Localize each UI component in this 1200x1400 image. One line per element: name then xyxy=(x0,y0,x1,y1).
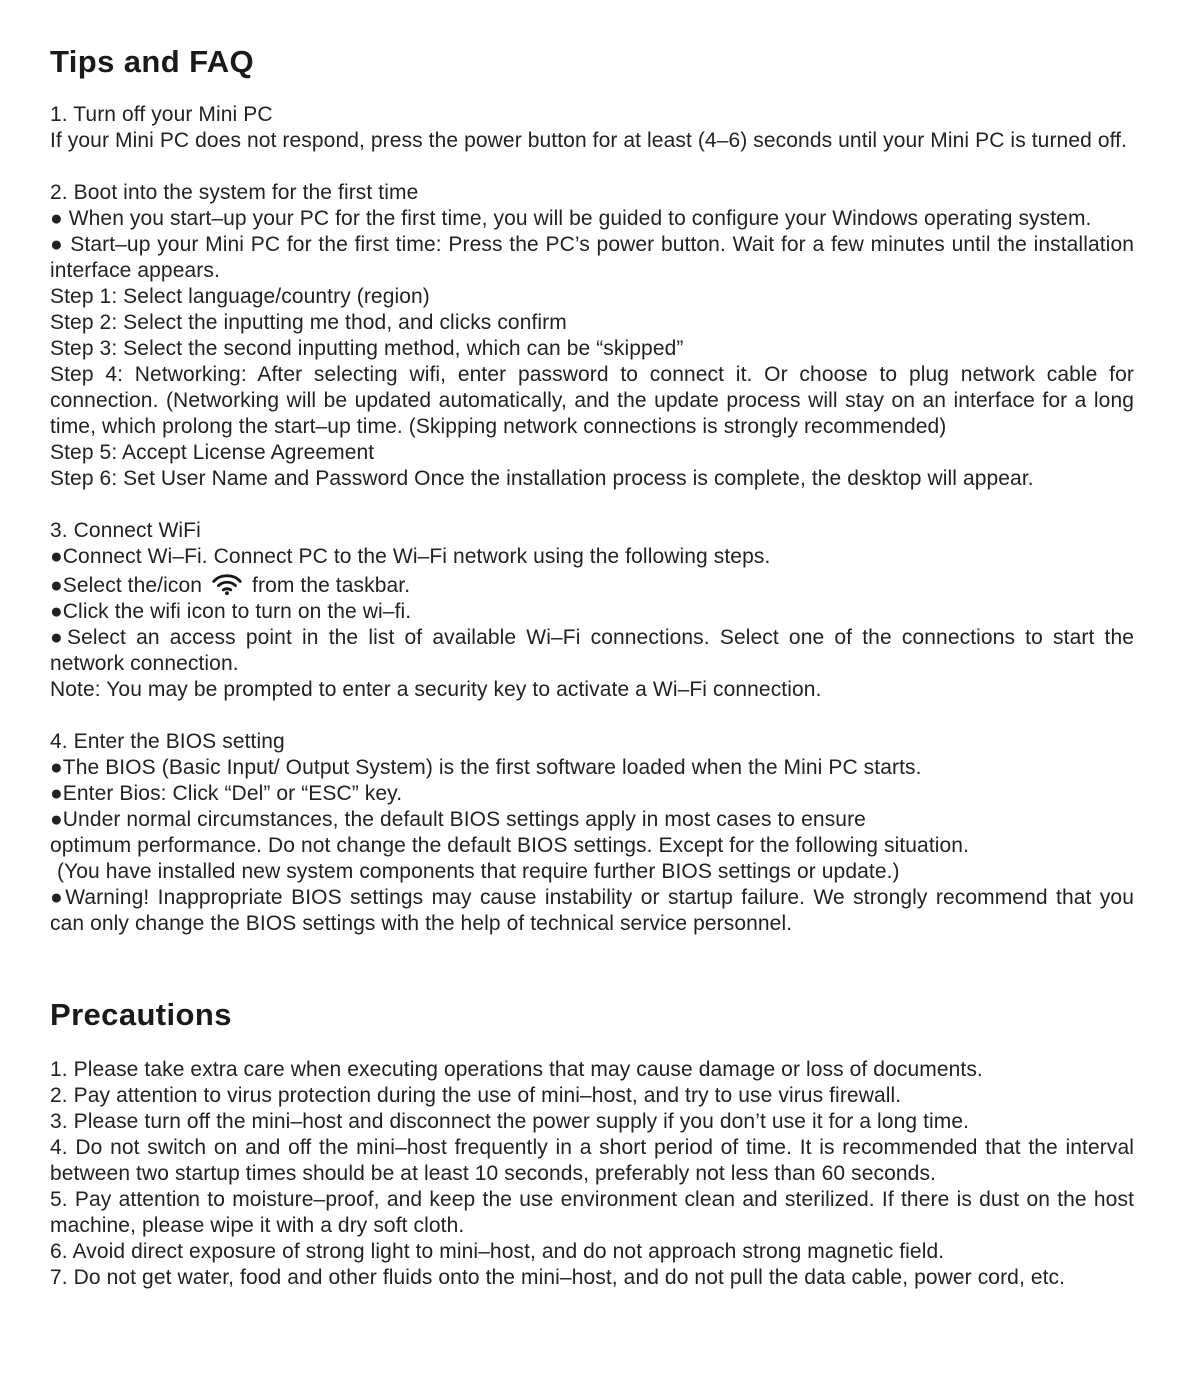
tip-4-title: 4. Enter the BIOS setting xyxy=(50,730,285,753)
tip-3-bullet-3: ●Click the wifi icon to turn on the wi–fi. xyxy=(50,600,412,623)
wifi-line-after: from the taskbar. xyxy=(252,574,411,597)
wifi-icon xyxy=(210,570,244,596)
tip-3-bullet-4: ●Select an access point in the list of available Wi–Fi connections. Select one of the connections to start the network connection. xyxy=(50,626,1134,675)
tip-3-title: 3. Connect WiFi xyxy=(50,519,201,542)
precaution-1: 1. Please take extra care when executing operations that may cause damage or loss of documents. xyxy=(50,1058,983,1081)
precaution-6: 6. Avoid direct exposure of strong light to mini–host, and do not approach strong magnetic field. xyxy=(50,1240,945,1263)
tip-1-body: If your Mini PC does not respond, press the power button for at least (4–6) seconds until your Mini PC is turned off. xyxy=(50,129,1128,152)
tip-4-warning: ●Warning! Inappropriate BIOS settings may cause instability or startup failure. We strongly recommend that you can only change the BIOS settings with the help of technical service personnel. xyxy=(50,886,1134,935)
tip-3-bullet-1: ●Connect Wi–Fi. Connect PC to the Wi–Fi network using the following steps. xyxy=(50,545,771,568)
step-6-line: Step 6: Set User Name and Password Once the installation process is complete, the desktop will appear. xyxy=(50,467,1034,490)
step-4-line: Step 4: Networking: After selecting wifi, enter password to connect it. Or choose to plug network cable for connection. (Networking will be updated automatically, and the update process will stay on an interface for a long time, which prolong the start–up time. (Skipping network connections is strongly recommended) xyxy=(50,363,1134,438)
tip-4-bullet-2: ●Enter Bios: Click “Del” or “ESC” key. xyxy=(50,782,403,805)
tip-4-bullet-3: ●Under normal circumstances, the default BIOS settings apply in most cases to ensure xyxy=(50,808,866,831)
tip-4-bullet-1: ●The BIOS (Basic Input/ Output System) is the first software loaded when the Mini PC starts. xyxy=(50,756,922,779)
wifi-line-before: ●Select the/icon xyxy=(50,574,203,597)
precaution-7: 7. Do not get water, food and other fluids onto the mini–host, and do not pull the data cable, power cord, etc. xyxy=(50,1266,1066,1289)
tip-2-bullet-2: ● Start–up your Mini PC for the first time: Press the PC’s power button. Wait for a few minutes until the installation interface appears. xyxy=(50,233,1134,282)
tip-2-title: 2. Boot into the system for the first time xyxy=(50,181,419,204)
step-1-line: Step 1: Select language/country (region) xyxy=(50,285,430,308)
step-2-line: Step 2: Select the inputting me thod, and clicks confirm xyxy=(50,311,567,334)
precaution-4: 4. Do not switch on and off the mini–host frequently in a short period of time. It is recommended that the interval between two startup times should be at least 10 seconds, preferably not less than 60 seconds. xyxy=(50,1136,1134,1185)
tip-4-bullet-3-cont: optimum performance. Do not change the default BIOS settings. Except for the following situation. xyxy=(50,834,970,857)
tips-faq-heading: Tips and FAQ xyxy=(50,44,255,79)
step-3-line: Step 3: Select the second inputting method, which can be “skipped” xyxy=(50,337,684,360)
tip-3-note: Note: You may be prompted to enter a security key to activate a Wi–Fi connection. xyxy=(50,678,822,701)
precaution-2: 2. Pay attention to virus protection during the use of mini–host, and try to use virus firewall. xyxy=(50,1084,902,1107)
precaution-5: 5. Pay attention to moisture–proof, and keep the use environment clean and sterilized. If there is dust on the host machine, please wipe it with a dry soft cloth. xyxy=(50,1188,1134,1237)
tip-4-parenthetical: (You have installed new system components that require further BIOS settings or update.) xyxy=(57,860,900,883)
precaution-3: 3. Please turn off the mini–host and disconnect the power supply if you don’t use it for a long time. xyxy=(50,1110,970,1133)
step-5-line: Step 5: Accept License Agreement xyxy=(50,441,375,464)
tip-1-title: 1. Turn off your Mini PC xyxy=(50,103,273,126)
precautions-heading: Precautions xyxy=(50,997,232,1032)
tip-3-bullet-wifi xyxy=(50,570,1134,599)
tip-2-bullet-1: ● When you start–up your PC for the first time, you will be guided to configure your Windows operating system. xyxy=(50,207,1092,230)
